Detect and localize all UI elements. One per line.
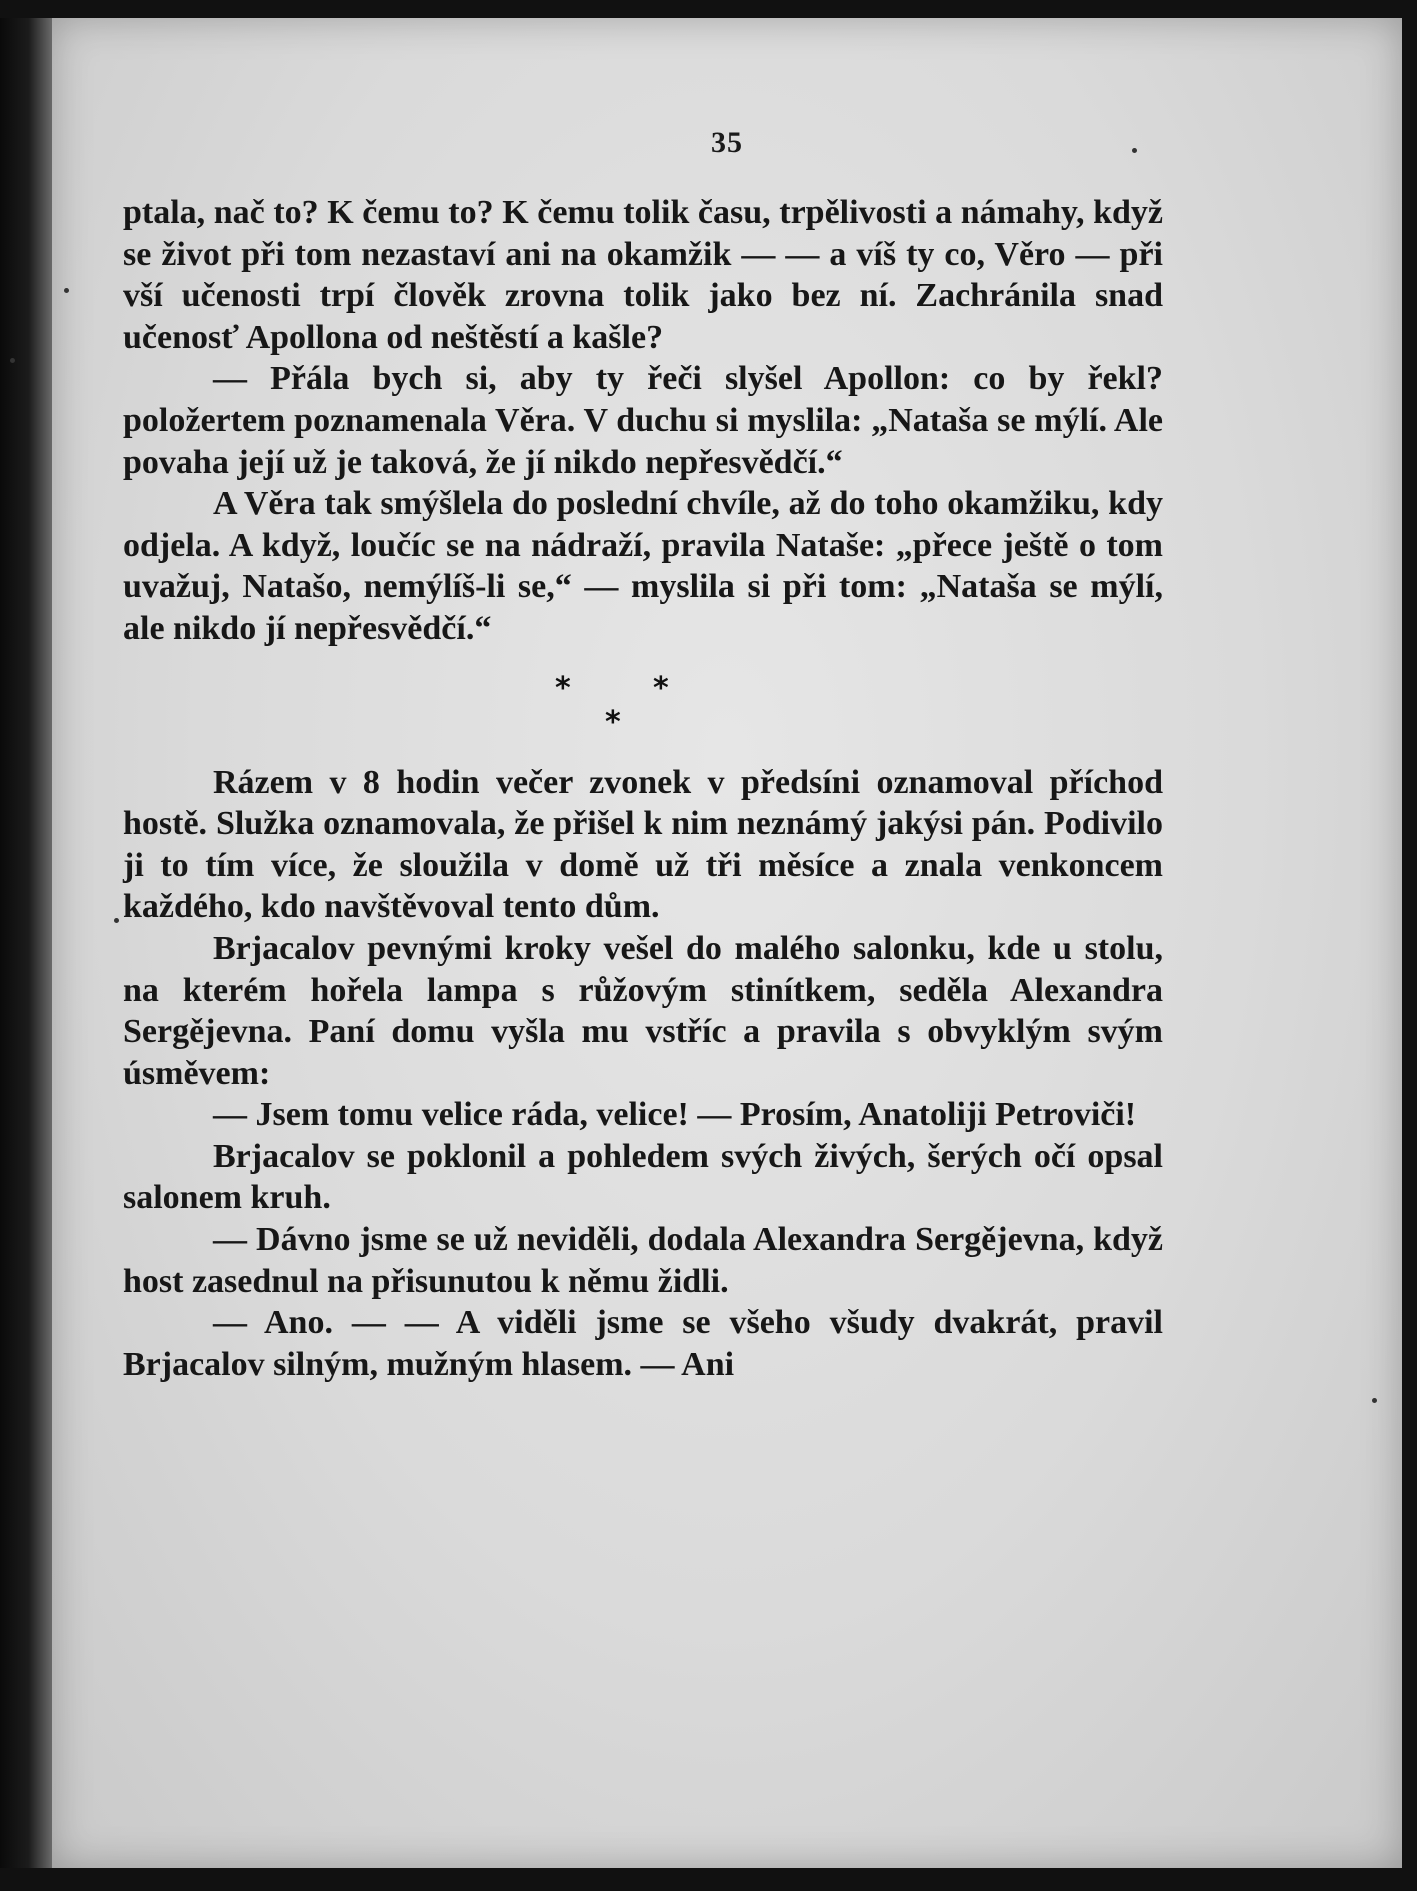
paper-speck xyxy=(64,288,69,293)
asterisk-right: * xyxy=(653,670,669,706)
paragraph: — Dávno jsme se už neviděli, dodala Alexandra Sergějevna, když host zasednul na přisunutou k němu židli. xyxy=(123,1221,1163,1300)
paragraph: — Ano. — — A viděli jsme se všeho všudy dvakrát, pravil Brjacalov silným, mužným hlasem. — Ani xyxy=(123,1304,1163,1383)
paragraph: Rázem v 8 hodin večer zvonek v předsíni oznamoval příchod hostě. Služka oznamovala, že přišel k nim neznámý jakýsi pán. Podivilo ji to tím více, že sloužila v domě už tři měsíce a znala venkoncem každého, kdo navštěvoval tento dům. xyxy=(123,763,1163,926)
paragraph: — Jsem tomu velice ráda, velice! — Prosím, Anatoliji Petroviči! xyxy=(213,1096,1137,1134)
paragraph: — Přála bych si, aby ty řeči slyšel Apollon: co by řekl? položertem poznamenala Věra. V duchu si myslila: „Nataša se mýlí. Ale povaha její už je taková, že jí nikdo nepřesvědčí.“ xyxy=(123,360,1163,481)
paragraph: Brjacalov pevnými kroky vešel do malého salonku, kde u stolu, na kterém hořela lampa s růžovým stinítkem, seděla Alexandra Sergějevna. Paní domu vyšla mu vstříc a pravila s obvyklým svým úsměvem: xyxy=(123,929,1163,1092)
book-gutter xyxy=(0,18,52,1868)
paragraph: A Věra tak smýšlela do poslední chvíle, až do toho okamžiku, kdy odjela. A když, loučíc se na nádraží, pravila Nataše: „přece ještě o tom uvažuj, Natašo, nemýlíš-li se,“ — myslila si při tom: „Nataša se mýlí, ale nikdo jí nepřesvědčí.“ xyxy=(123,485,1163,647)
asterisk-center: * xyxy=(605,704,621,740)
page-body xyxy=(123,192,1163,1385)
page-number: 35 xyxy=(711,126,743,159)
paper-speck xyxy=(10,358,15,363)
section-separator xyxy=(123,658,1163,750)
paper-speck xyxy=(1372,1398,1377,1403)
asterisk-left: * xyxy=(555,670,571,706)
paragraph: ptala, nač to? K čemu to? K čemu tolik času, trpělivosti a námahy, když se život při tom nezastaví ani na okamžik — — a víš ty co, Věro — při vší učenosti trpí člověk zrovna tolik jako bez ní. Zachránila snad učenosť Apollona od neštěstí a kašle? xyxy=(123,194,1163,356)
paper-speck xyxy=(114,918,119,923)
paragraph: Brjacalov se poklonil a pohledem svých živých, šerých očí opsal salonem kruh. xyxy=(123,1137,1163,1217)
